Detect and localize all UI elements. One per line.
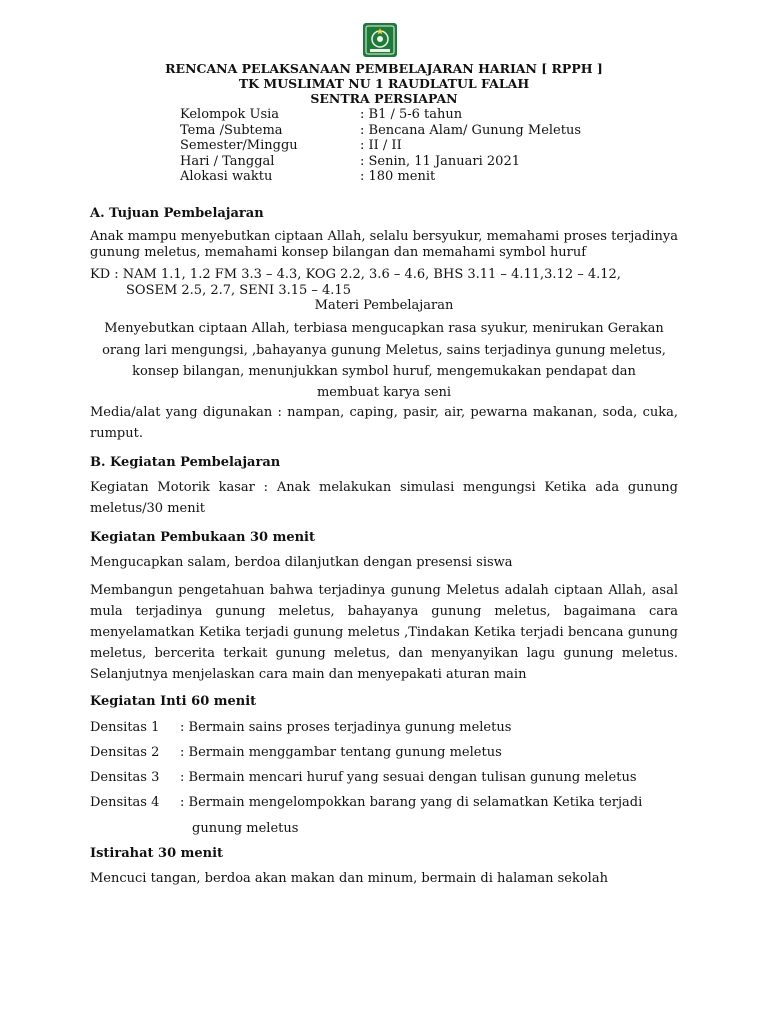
info-label: Alokasi waktu bbox=[180, 169, 273, 184]
info-label: Semester/Minggu bbox=[180, 138, 298, 153]
info-value: : 180 menit bbox=[360, 169, 436, 184]
densitas-row bbox=[90, 795, 642, 810]
info-row bbox=[180, 154, 581, 170]
info-value: : Bencana Alam/ Gunung Meletus bbox=[360, 122, 582, 138]
istirahat-paragraph: Mencuci tangan, berdoa akan makan dan minum, bermain di halaman sekolah bbox=[90, 871, 608, 886]
info-row bbox=[180, 169, 581, 185]
densitas-label: Densitas 1 bbox=[90, 720, 160, 735]
info-value: : Senin, 11 Januari 2021 bbox=[360, 153, 520, 169]
doc-title: RENCANA PELAKSANAAN PEMBELAJARAN HARIAN [ RPPH ] bbox=[165, 61, 603, 76]
info-value: : B1 / 5-6 tahun bbox=[360, 107, 463, 122]
inti-heading: Kegiatan Inti 60 menit bbox=[90, 694, 257, 709]
green-emblem-icon bbox=[362, 22, 398, 58]
materi-title: Materi Pembelajaran bbox=[314, 298, 454, 313]
densitas-row bbox=[90, 745, 502, 760]
densitas-label: Densitas 2 bbox=[90, 745, 160, 760]
kd-line: SOSEM 2.5, 2.7, SENI 3.15 – 4.15 bbox=[126, 283, 351, 298]
pembukaan-heading: Kegiatan Pembukaan 30 menit bbox=[90, 530, 316, 545]
densitas-4-continuation: gunung meletus bbox=[192, 821, 299, 836]
densitas-text: : Bermain mencari huruf yang sesuai dengan tulisan gunung meletus bbox=[180, 770, 637, 785]
sentra-name: SENTRA PERSIAPAN bbox=[310, 91, 458, 106]
pembukaan-paragraph-1: Mengucapkan salam, berdoa dilanjutkan dengan presensi siswa bbox=[90, 555, 513, 570]
info-row bbox=[180, 123, 581, 139]
materi-line: orang lari mengungsi, ,bahayanya gunung Meletus, sains terjadinya gunung meletus, bbox=[102, 343, 666, 358]
info-label: Kelompok Usia bbox=[180, 107, 280, 122]
densitas-text: : Bermain menggambar tentang gunung meletus bbox=[180, 745, 502, 760]
densitas-label: Densitas 4 bbox=[90, 795, 160, 810]
kd-line: KD : NAM 1.1, 1.2 FM 3.3 – 4.3, KOG 2.2, 3.6 – 4.6, BHS 3.11 – 4.11,3.12 – 4.12, bbox=[90, 267, 621, 282]
motorik-paragraph: Kegiatan Motorik kasar : Anak melakukan simulasi mengungsi Ketika ada gunung meletus/30 menit bbox=[90, 480, 678, 516]
info-label: Hari / Tanggal bbox=[180, 153, 275, 169]
densitas-text: : Bermain mengelompokkan barang yang di selamatkan Ketika terjadi bbox=[180, 795, 643, 810]
pembukaan-paragraph-2: Membangun pengetahuan bahwa terjadinya gunung Meletus adalah ciptaan Allah, asal mula terjadinya gunung meletus, bahayanya gunung meletus, bagaimana cara menyelamatkan Ketika terjadi gunung meletus ,Tindakan Ketika terjadi bencana gunung meletus, bercerita terkait gunung meletus, dan menyanyikan lagu gunung meletus. Selanjutnya menjelaskan cara main dan menyepakati aturan main bbox=[90, 583, 678, 682]
info-value: : II / II bbox=[360, 138, 402, 153]
info-row bbox=[180, 138, 581, 154]
media-paragraph: Media/alat yang digunakan : nampan, caping, pasir, air, pewarna makanan, soda, cuka, rumput. bbox=[90, 405, 678, 441]
tujuan-paragraph: Anak mampu menyebutkan ciptaan Allah, selalu bersyukur, memahami proses terjadinya gunung meletus, memahami konsep bilangan dan memahami symbol huruf bbox=[90, 229, 678, 260]
istirahat-heading: Istirahat 30 menit bbox=[90, 846, 224, 861]
info-table bbox=[180, 107, 581, 185]
densitas-row bbox=[90, 720, 511, 735]
densitas-label: Densitas 3 bbox=[90, 770, 160, 785]
densitas-row bbox=[90, 770, 637, 785]
materi-line: konsep bilangan, menunjukkan symbol huruf, mengemukakan pendapat dan bbox=[132, 364, 636, 379]
school-name: TK MUSLIMAT NU 1 RAUDLATUL FALAH bbox=[238, 76, 530, 91]
section-b-heading: B. Kegiatan Pembelajaran bbox=[90, 455, 281, 470]
densitas-text: : Bermain sains proses terjadinya gunung meletus bbox=[180, 720, 512, 735]
info-row bbox=[180, 107, 581, 123]
section-a-heading: A. Tujuan Pembelajaran bbox=[90, 206, 264, 221]
materi-line: Menyebutkan ciptaan Allah, terbiasa mengucapkan rasa syukur, menirukan Gerakan bbox=[104, 321, 664, 336]
info-label: Tema /Subtema bbox=[180, 122, 283, 138]
materi-line: membuat karya seni bbox=[316, 385, 452, 400]
